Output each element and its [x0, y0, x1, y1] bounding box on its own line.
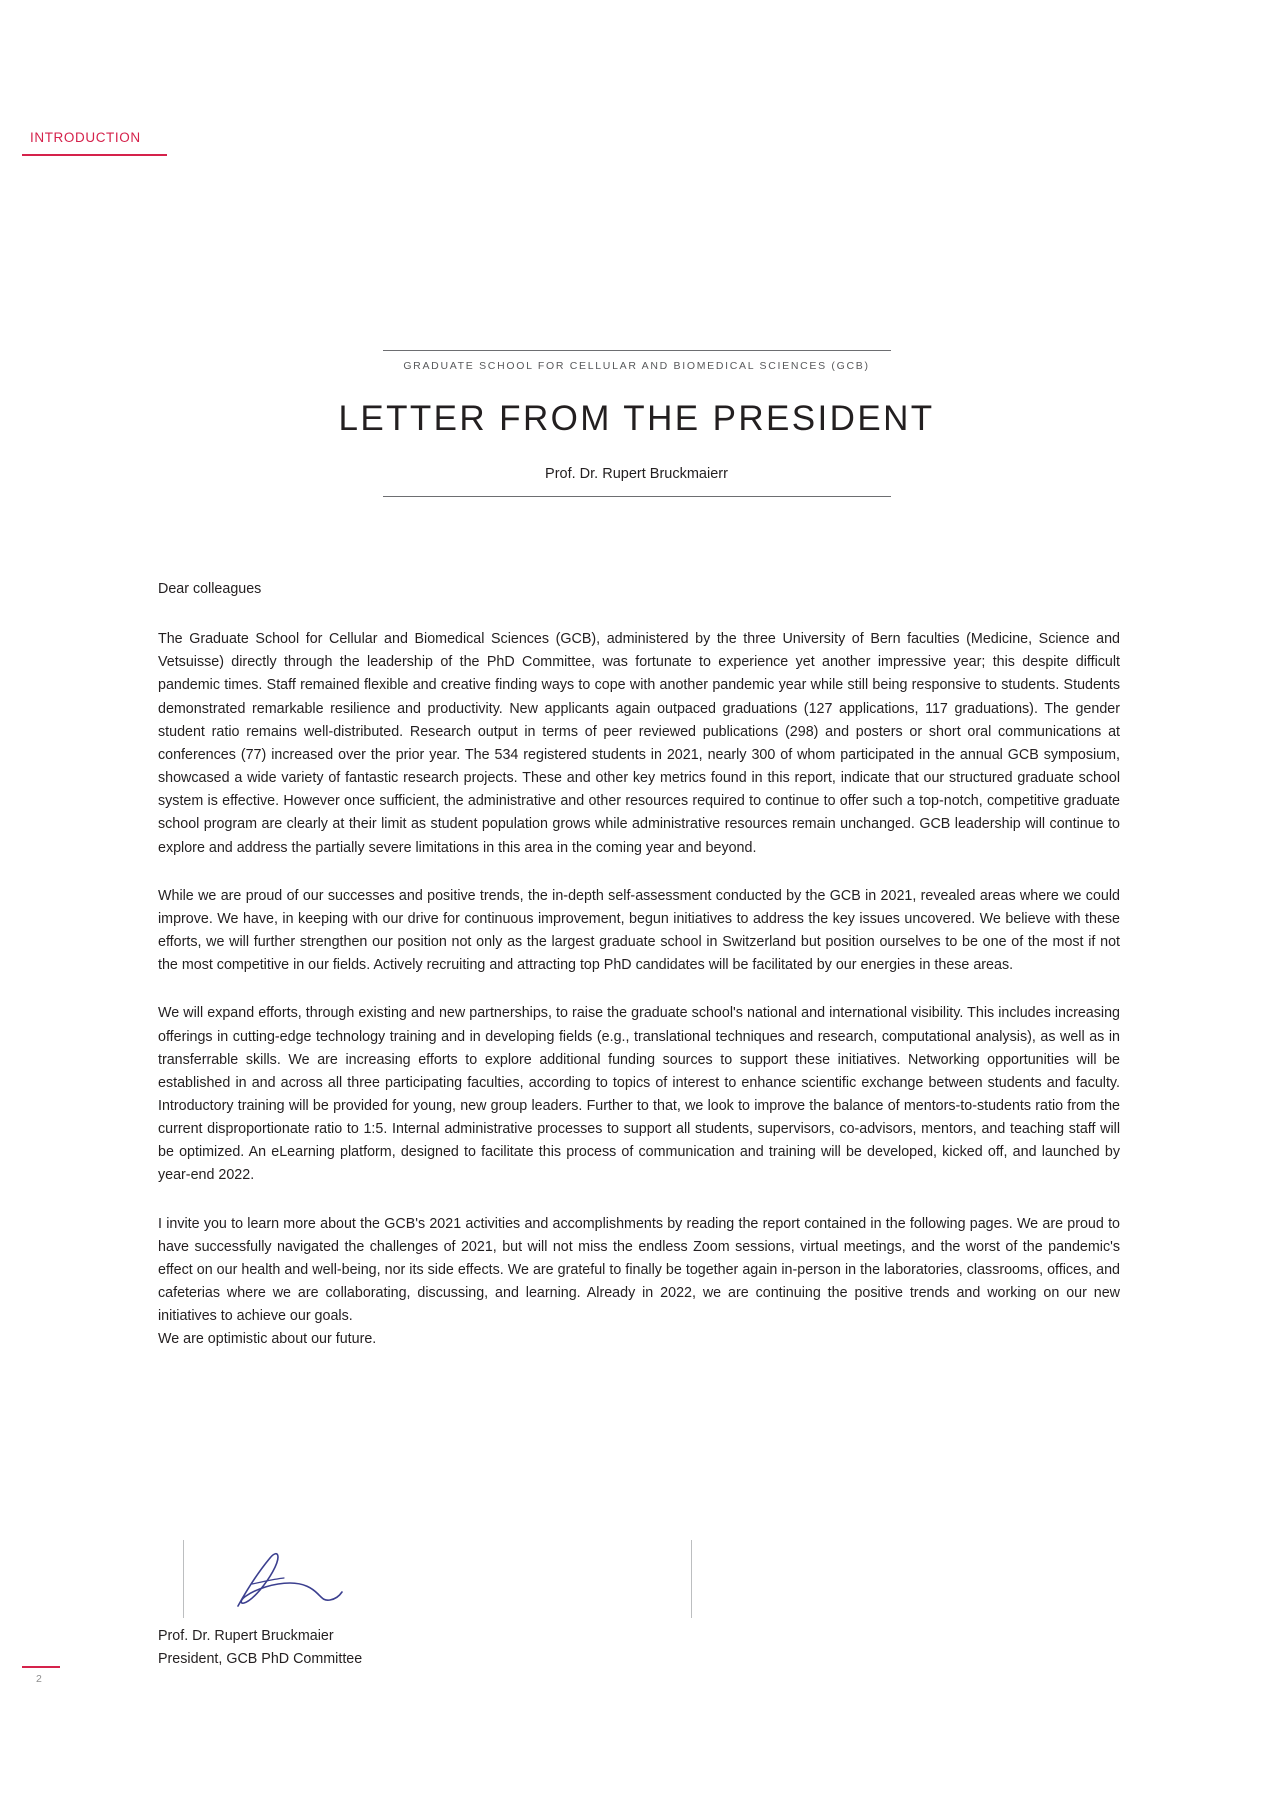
body-paragraph: While we are proud of our successes and positive trends, the in-depth self-assessment conducted by the GCB in 2021, revealed areas where we could improve. We have, in keeping with our drive for continuous improvement, begun initiatives to address the key issues uncovered. We believe with these efforts, we will further strengthen our position not only as the largest graduate school in Switzerland but position ourselves to be one of the most if not the most competitive in our fields. Actively recruiting and attracting top PhD candidates will be facilitated by our energies in these areas. [158, 887, 1120, 974]
section-label: INTRODUCTION [30, 130, 141, 145]
signature-icon [218, 1548, 398, 1618]
body-paragraph: The Graduate School for Cellular and Biomedical Sciences (GCB), administered by the three University of Bern faculties (Medicine, Science and Vetsuisse) directly through the leadership of the PhD Committee, was fortunate to experience yet another impressive year; this despite difficult pandemic times. Staff remained flexible and creative finding ways to cope with another pandemic year while still being responsive to students. Students demonstrated remarkable resilience and productivity. New applicants again outpaced graduations (127 applications, 117 graduations). The gender student ratio remains well-distributed. Research output in terms of peer reviewed publications (298) and posters or short oral communications at conferences (77) increased over the prior year. The 534 registered students in 2021, nearly 300 of whom participated in the annual GCB symposium, showcased a wide variety of fantastic research projects. These and other key metrics found in this report, indicate that our structured graduate school system is effective. However once sufficient, the administrative and other resources required to continue to offer such a top-notch, competitive graduate school program are clearly at their limit as student population grows while administrative resources remain unchanged. GCB leadership will continue to explore and address the partially severe limitations in this area in the coming year and beyond. [158, 631, 1120, 856]
title-block [0, 350, 1273, 497]
signature-name: Prof. Dr. Rupert Bruckmaier [158, 1628, 334, 1644]
body-paragraph-final [158, 1213, 1120, 1352]
section-label-rule [22, 154, 167, 156]
signature-role: President, GCB PhD Committee [158, 1651, 363, 1667]
signature-guide-left [183, 1540, 184, 1618]
final-paragraph-main: I invite you to learn more about the GCB's 2021 activities and accomplishments by reading the report contained in the following pages. We are proud to have successfully navigated the challenges of 2021, but will not miss the endless Zoom sessions, virtual meetings, and the worst of the pandemic's effect on our health and well-being, nor its side effects. We are grateful to finally be together again in-person in the laboratories, classrooms, offices, and cafeterias where we are collaborating, discussing, and learning. Already in 2022, we are continuing the positive trends and working on our new initiatives to achieve our goals. [158, 1215, 1120, 1325]
final-paragraph-tail: We are optimistic about our future. [158, 1331, 377, 1348]
page-number: 2 [36, 1673, 42, 1685]
body-paragraph: We will expand efforts, through existing and new partnerships, to raise the graduate school's national and international visibility. This includes increasing offerings in cutting-edge technology training and in developing fields (e.g., translational techniques and research, computational analysis), as well as in transferrable skills. We are increasing efforts to explore additional funding sources to support these initiatives. Networking opportunities will be established in and across all three participating faculties, according to topics of interest to enhance scientific exchange between students and faculty. Introductory training will be provided for young, new group leaders. Further to that, we look to improve the balance of mentors-to-students ratio from the current disproportionate ratio to 1:5. Internal administrative processes to support all students, supervisors, co-advisors, mentors, and teaching staff will be optimized. An eLearning platform, designed to facilitate this process of communication and training will be developed, kicked off, and launched by year-end 2022. [158, 1005, 1120, 1184]
letter-body [158, 578, 1120, 1377]
salutation: Dear colleagues [158, 581, 262, 597]
page-title: LETTER FROM THE PRESIDENT [338, 399, 935, 438]
page-number-rule [22, 1666, 60, 1668]
eyebrow-text: GRADUATE SCHOOL FOR CELLULAR AND BIOMEDICAL SCIENCES (GCB) [403, 360, 870, 372]
author-name: Prof. Dr. Rupert Bruckmaierr [545, 466, 728, 482]
title-rule-bottom [383, 496, 891, 497]
signature-guide-right [691, 1540, 692, 1618]
